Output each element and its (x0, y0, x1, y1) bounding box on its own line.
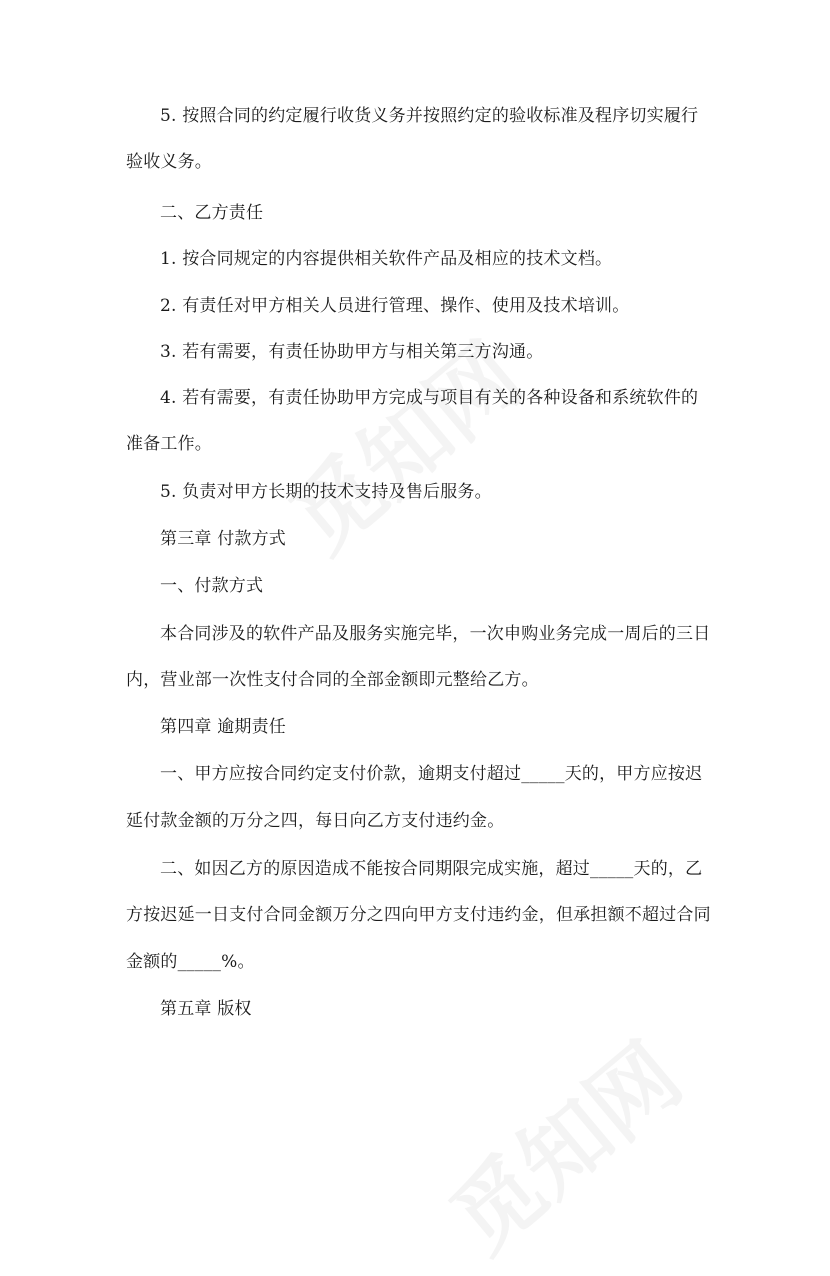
paragraph-line: 方按迟延一日支付合同金额万分之四向甲方支付违约金，但承担额不超过合同 (126, 905, 711, 925)
paragraph-line: 金额的_____%。 (126, 952, 255, 972)
paragraph-line: 准备工作。 (126, 434, 212, 454)
paragraph-line: 延付款金额的万分之四，每日向乙方支付违约金。 (126, 811, 505, 831)
paragraph-line: 1. 按合同规定的内容提供相关软件产品及相应的技术文档。 (160, 249, 613, 269)
chapter-heading: 第三章 付款方式 (160, 529, 287, 549)
paragraph-line: 验收义务。 (126, 152, 212, 172)
paragraph-line: 2. 有责任对甲方相关人员进行管理、操作、使用及技术培训。 (160, 296, 630, 316)
paragraph-line: 5. 按照合同的约定履行收货义务并按照约定的验收标准及程序切实履行 (160, 106, 699, 126)
paragraph-line: 3. 若有需要，有责任协助甲方与相关第三方沟通。 (160, 342, 544, 362)
watermark-text (420, 1010, 703, 1276)
section-heading: 一、付款方式 (160, 576, 264, 596)
paragraph-line: 一、甲方应按合同约定支付价款，逾期支付超过_____天的，甲方应按迟 (160, 764, 703, 784)
chapter-heading: 第五章 版权 (160, 999, 252, 1019)
section-heading: 二、乙方责任 (160, 203, 264, 223)
paragraph-line: 内，营业部一次性支付合同的全部金额即元整给乙方。 (126, 670, 539, 690)
chapter-heading: 第四章 逾期责任 (160, 717, 287, 737)
paragraph-line: 二、如因乙方的原因造成不能按合同期限完成实施，超过_____天的，乙 (160, 859, 703, 879)
paragraph-line: 本合同涉及的软件产品及服务实施完毕，一次申购业务完成一周后的三日 (160, 624, 711, 644)
paragraph-line: 4. 若有需要，有责任协助甲方完成与项目有关的各种设备和系统软件的 (160, 388, 699, 408)
paragraph-line: 5. 负责对甲方长期的技术支持及售后服务。 (160, 482, 492, 502)
